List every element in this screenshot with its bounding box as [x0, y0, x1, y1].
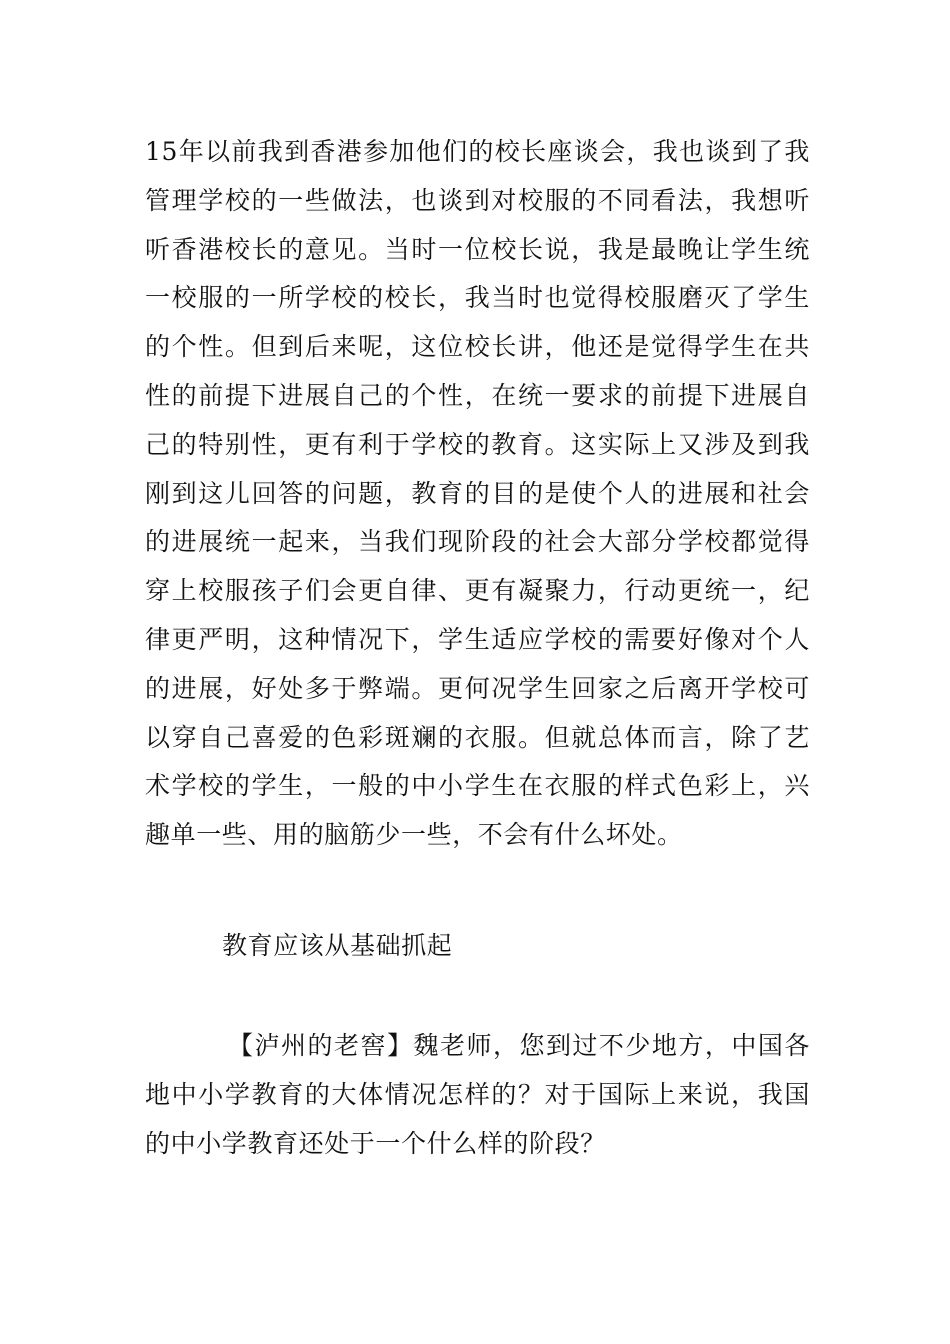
question-paragraph: 【泸州的老窖】魏老师，您到过不少地方，中国各地中小学教育的大体情况怎样的？对于国际上来说，我国的中小学教育还处于一个什么样的阶段？ — [145, 1031, 810, 1158]
body-paragraph: 15年以前我到香港参加他们的校长座谈会，我也谈到了我管理学校的一些做法，也谈到对校服的不同看法，我想听听香港校长的意见。当时一位校长说，我是最晚让学生统一校服的一所学校的校长，我当时也觉得校服磨灭了学生的个性。但到后来呢，这位校长讲，他还是觉得学生在共性的前提下进展自己的个性，在统一要求的前提下进展自己的特别性，更有利于学校的教育。这实际上又涉及到我刚到这儿回答的问题，教育的目的是使个人的进展和社会的进展统一起来，当我们现阶段的社会大部分学校都觉得穿上校服孩子们会更自律、更有凝聚力，行动更统一，纪律更严明，这种情况下，学生适应学校的需要好像对个人的进展，好处多于弊端。更何况学生回家之后离开学校可以穿自己喜爱的色彩斑斓的衣服。但就总体而言，除了艺术学校的学生，一般的中小学生在衣服的样式色彩上，兴趣单一些、用的脑筋少一些，不会有什么坏处。 — [145, 137, 810, 850]
section-heading: 教育应该从基础抓起 — [222, 931, 453, 960]
